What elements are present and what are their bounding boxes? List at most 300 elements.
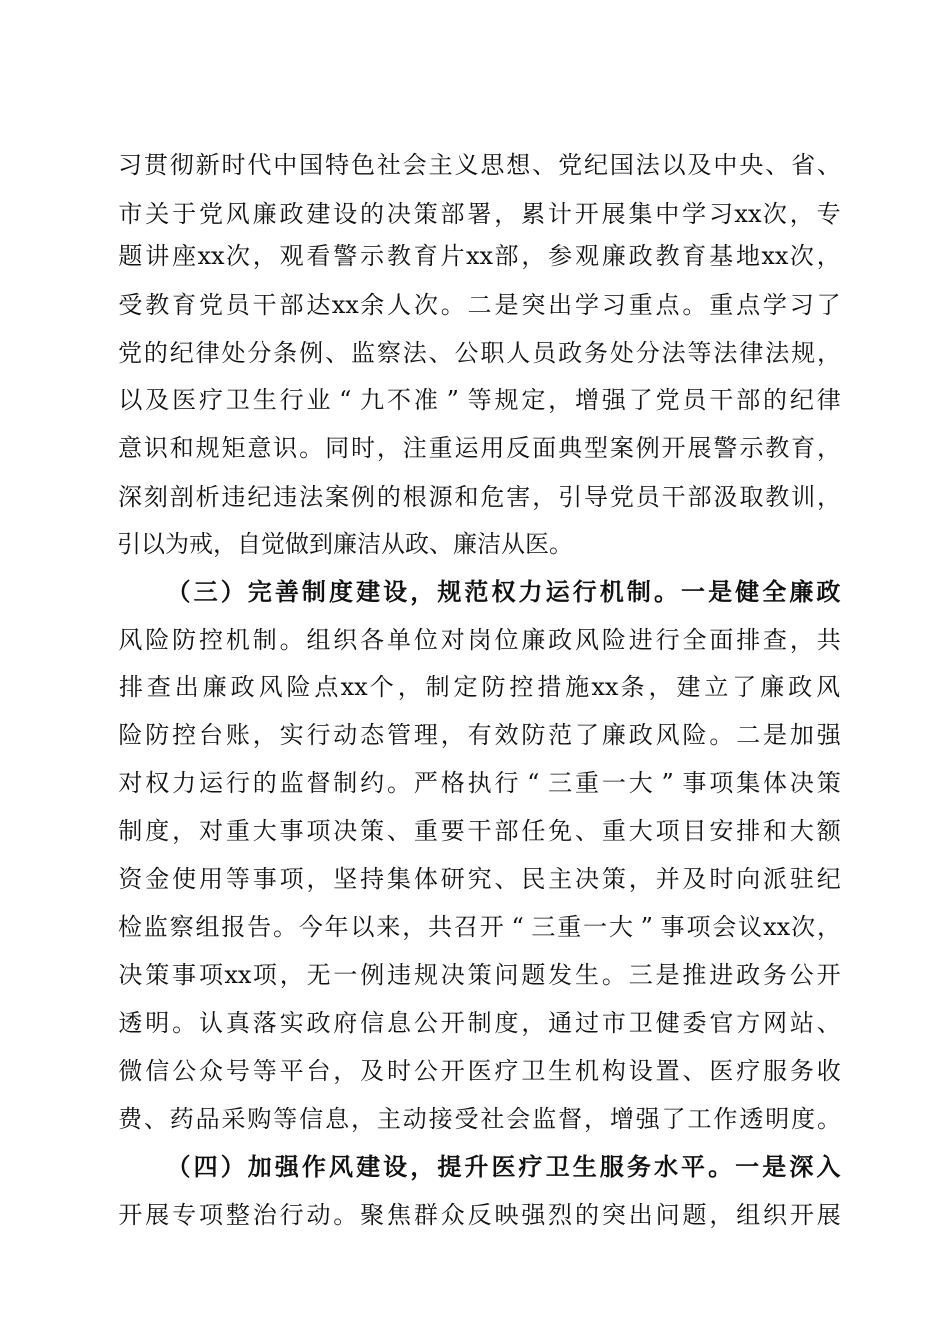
glyph: 全 <box>682 626 707 654</box>
glyph: 突 <box>601 1201 626 1229</box>
glyph: 务 <box>583 339 608 367</box>
glyph: 育 <box>413 242 438 270</box>
glyph: 规 <box>494 386 519 414</box>
glyph: 示 <box>360 242 385 270</box>
glyph: 。 <box>708 1152 733 1181</box>
text-line <box>117 333 842 373</box>
text-line <box>117 667 842 707</box>
glyph: 党 <box>117 339 142 367</box>
glyph: 取 <box>739 483 764 511</box>
glyph: 纪 <box>583 151 608 179</box>
glyph: 育 <box>682 242 707 270</box>
glyph: 法 <box>713 339 738 367</box>
glyph: 干 <box>709 386 734 414</box>
text-line <box>117 859 842 899</box>
glyph: 府 <box>333 1009 358 1037</box>
glyph: 型 <box>583 434 608 462</box>
glyph: 官 <box>709 1009 734 1037</box>
text-line <box>117 811 842 851</box>
glyph: 项 <box>686 913 711 941</box>
text-line <box>117 907 842 947</box>
glyph: 律 <box>816 386 841 414</box>
glyph: 派 <box>763 865 788 893</box>
glyph: 是 <box>708 577 733 606</box>
glyph: 根 <box>402 483 427 511</box>
glyph: 进 <box>628 626 653 654</box>
glyph: 重 <box>601 817 626 845</box>
glyph: 及 <box>145 386 170 414</box>
glyph: ， <box>410 1152 435 1181</box>
glyph: 。 <box>172 1009 197 1037</box>
glyph: 次 <box>413 291 438 319</box>
glyph: 服 <box>763 1057 788 1085</box>
glyph: 纪 <box>247 483 272 511</box>
glyph: 建 <box>356 1152 381 1181</box>
glyph: 策 <box>601 865 626 893</box>
glyph: 严 <box>413 769 438 797</box>
glyph: 行 <box>494 769 519 797</box>
glyph: 员 <box>532 339 557 367</box>
glyph: 了 <box>732 673 757 701</box>
glyph: 息 <box>325 1105 350 1133</box>
glyph: 违 <box>221 483 246 511</box>
glyph: 。 <box>682 291 707 319</box>
glyph: ， <box>306 865 331 893</box>
glyph: 微 <box>118 1057 143 1085</box>
glyph: 部 <box>279 291 304 319</box>
glyph: 九 <box>360 386 385 414</box>
glyph: 央 <box>739 151 764 179</box>
glyph: 党 <box>655 386 680 414</box>
text-line <box>117 1051 842 1091</box>
glyph: xx <box>591 673 619 701</box>
text-line <box>117 428 842 468</box>
glyph: 信 <box>299 1105 324 1133</box>
glyph: 廉 <box>789 577 814 606</box>
glyph: 主 <box>428 151 453 179</box>
glyph: xx <box>331 291 359 319</box>
glyph: 共 <box>428 913 453 941</box>
glyph: 策 <box>145 961 170 989</box>
glyph: 监 <box>143 913 168 941</box>
glyph: 专 <box>172 1201 197 1229</box>
glyph: 项 <box>709 769 734 797</box>
glyph: 药 <box>169 1105 194 1133</box>
glyph: 题 <box>682 1201 707 1229</box>
glyph: 教 <box>765 483 790 511</box>
glyph: 同 <box>325 434 350 462</box>
glyph: 策 <box>467 961 492 989</box>
glyph: 和 <box>763 817 788 845</box>
glyph: 立 <box>704 673 729 701</box>
glyph: “ <box>339 386 352 414</box>
glyph: 教 <box>655 242 680 270</box>
glyph: 大 <box>252 817 277 845</box>
glyph: 事 <box>172 961 197 989</box>
glyph: 导 <box>583 483 608 511</box>
glyph: 控 <box>509 673 534 701</box>
glyph: 额 <box>816 817 841 845</box>
glyph: 政 <box>628 242 653 270</box>
glyph: 点 <box>314 673 339 701</box>
glyph: 、 <box>816 151 841 179</box>
glyph: 意 <box>247 434 272 462</box>
glyph: 策 <box>360 817 385 845</box>
glyph: 廉 <box>601 721 626 749</box>
glyph: 注 <box>402 434 427 462</box>
glyph: 风 <box>575 626 600 654</box>
glyph: 决 <box>333 817 358 845</box>
glyph: 项 <box>655 817 680 845</box>
glyph: 年 <box>324 913 349 941</box>
glyph: 廉 <box>252 200 277 228</box>
glyph: 风 <box>655 721 680 749</box>
glyph: 习 <box>117 151 142 179</box>
glyph: 。 <box>653 577 678 606</box>
glyph: 展 <box>687 434 712 462</box>
glyph: xx <box>466 242 494 270</box>
glyph: 认 <box>199 1009 223 1037</box>
glyph: 受 <box>454 1105 479 1133</box>
glyph: 风 <box>816 673 841 701</box>
glyph: 控 <box>199 626 223 654</box>
glyph: 部 <box>494 242 519 270</box>
glyph: 反 <box>467 1201 492 1229</box>
glyph: 讲 <box>145 242 170 270</box>
glyph: ， <box>333 1057 358 1085</box>
glyph: 规 <box>791 339 816 367</box>
glyph: 政 <box>230 673 255 701</box>
glyph: 台 <box>199 721 223 749</box>
glyph: 用 <box>199 865 223 893</box>
glyph: 反 <box>506 434 531 462</box>
glyph: 员 <box>225 291 250 319</box>
glyph: 映 <box>494 1201 519 1229</box>
glyph: 工 <box>687 1105 712 1133</box>
glyph: 了 <box>816 291 841 319</box>
glyph: xx <box>761 242 789 270</box>
glyph: 的 <box>252 769 277 797</box>
glyph: 纪 <box>789 386 814 414</box>
glyph: 决 <box>386 200 411 228</box>
glyph: 组 <box>306 626 331 654</box>
glyph: 出 <box>628 1201 653 1229</box>
glyph: 时 <box>221 151 246 179</box>
glyph: 集 <box>736 769 761 797</box>
glyph: 、 <box>387 817 412 845</box>
glyph: 问 <box>494 961 519 989</box>
text-line <box>117 194 842 234</box>
glyph: ， <box>521 1009 546 1037</box>
glyph: 析 <box>195 483 220 511</box>
glyph: 通 <box>548 1009 573 1037</box>
glyph: 风 <box>258 673 283 701</box>
glyph: 法 <box>635 151 660 179</box>
glyph: 度 <box>791 1105 816 1133</box>
glyph: ， <box>789 626 814 654</box>
glyph: 约 <box>360 769 385 797</box>
glyph: 是 <box>494 291 519 319</box>
glyph: 设 <box>383 1152 408 1181</box>
glyph: 运 <box>545 577 570 606</box>
glyph: 习 <box>789 291 814 319</box>
glyph: “ <box>527 769 540 797</box>
glyph: 意 <box>117 434 142 462</box>
glyph: 制 <box>118 817 143 845</box>
glyph: 组 <box>195 913 220 941</box>
glyph: 纪 <box>816 865 841 893</box>
glyph: 实 <box>279 721 304 749</box>
glyph: 召 <box>453 913 478 941</box>
glyph: 度 <box>494 1009 519 1037</box>
glyph: 廉 <box>601 242 626 270</box>
glyph: 持 <box>360 865 385 893</box>
glyph: 建 <box>356 577 381 606</box>
glyph: 教 <box>386 242 411 270</box>
glyph: 廉 <box>202 673 227 701</box>
glyph: 决 <box>575 865 600 893</box>
glyph: 共 <box>816 626 841 654</box>
text-line <box>117 145 842 185</box>
glyph: 规 <box>413 961 438 989</box>
glyph: 疗 <box>199 386 223 414</box>
glyph: 党 <box>198 291 223 319</box>
glyph: 告 <box>247 913 272 941</box>
glyph: 规 <box>437 577 462 606</box>
glyph: 务 <box>789 1057 814 1085</box>
glyph: 了 <box>661 1105 686 1133</box>
glyph: 重 <box>428 434 453 462</box>
glyph: 制 <box>252 626 277 654</box>
glyph: ， <box>494 200 519 228</box>
glyph: 位 <box>413 626 438 654</box>
glyph: 行 <box>655 626 680 654</box>
glyph: 主 <box>548 865 573 893</box>
glyph: 动 <box>402 1105 427 1133</box>
glyph: 对 <box>118 769 143 797</box>
glyph: 范 <box>548 721 573 749</box>
glyph: 今 <box>298 913 323 941</box>
glyph: 免 <box>548 817 573 845</box>
glyph: 度 <box>329 577 353 606</box>
glyph: ， <box>789 200 814 228</box>
glyph: ” <box>640 913 653 941</box>
glyph: ， <box>628 865 653 893</box>
glyph: 项 <box>306 817 331 845</box>
glyph: 公 <box>789 961 814 989</box>
glyph: 强 <box>521 1201 546 1229</box>
glyph: 防 <box>145 721 170 749</box>
glyph: 重 <box>413 817 438 845</box>
glyph: 险 <box>286 673 311 701</box>
glyph: 次 <box>225 242 250 270</box>
glyph: 例 <box>299 339 324 367</box>
glyph: 刻 <box>143 483 168 511</box>
glyph: 及 <box>682 865 707 893</box>
glyph: 余 <box>360 291 385 319</box>
glyph: 法 <box>661 339 686 367</box>
text-line <box>117 1099 842 1139</box>
glyph: 查 <box>146 673 171 701</box>
glyph: 医 <box>172 386 197 414</box>
glyph: 重 <box>557 913 582 941</box>
text-line <box>117 715 842 755</box>
glyph: 矩 <box>221 434 246 462</box>
glyph: 育 <box>791 434 816 462</box>
glyph: 制 <box>301 577 326 606</box>
glyph: 并 <box>655 865 680 893</box>
glyph: 出 <box>548 291 573 319</box>
glyph: 省 <box>791 151 816 179</box>
glyph: 一 <box>333 961 358 989</box>
glyph: 来 <box>376 913 401 941</box>
glyph: 开 <box>574 200 599 228</box>
glyph: 构 <box>601 1057 626 1085</box>
glyph: 要 <box>440 817 465 845</box>
glyph: 政 <box>736 961 761 989</box>
glyph: 卫 <box>521 1057 546 1085</box>
glyph: 案 <box>325 483 350 511</box>
glyph: ， <box>440 721 465 749</box>
glyph: 推 <box>682 961 707 989</box>
glyph: 党 <box>609 483 634 511</box>
glyph: 报 <box>221 913 246 941</box>
glyph: 行 <box>572 577 597 606</box>
glyph: 国 <box>299 151 324 179</box>
glyph: 观 <box>279 242 304 270</box>
glyph: ， <box>376 434 401 462</box>
glyph: 置 <box>655 1057 680 1085</box>
glyph: 色 <box>350 151 375 179</box>
glyph: 决 <box>440 961 465 989</box>
glyph: 岗 <box>467 626 492 654</box>
glyph: 计 <box>547 200 572 228</box>
glyph: 二 <box>467 291 492 319</box>
glyph: 织 <box>333 626 358 654</box>
glyph: 疗 <box>736 1057 761 1085</box>
glyph: 时 <box>387 1057 412 1085</box>
glyph: 效 <box>494 721 519 749</box>
glyph: 卫 <box>628 1009 653 1037</box>
glyph: 态 <box>360 721 385 749</box>
glyph: 危 <box>480 483 505 511</box>
glyph: ” <box>446 386 459 414</box>
glyph: 等 <box>225 865 250 893</box>
glyph: 政 <box>306 1009 331 1037</box>
glyph: 风 <box>329 1152 353 1181</box>
glyph: 展 <box>601 200 626 228</box>
glyph: 分 <box>247 339 272 367</box>
glyph: 明 <box>145 1009 170 1037</box>
glyph: xx <box>197 242 225 270</box>
glyph: 是 <box>655 961 680 989</box>
glyph: 建 <box>676 673 701 701</box>
glyph: 查 <box>763 626 788 654</box>
glyph: 督 <box>558 1105 583 1133</box>
glyph: 律 <box>739 339 764 367</box>
glyph: 、 <box>682 1057 707 1085</box>
glyph: 健 <box>655 1009 680 1037</box>
glyph: 、 <box>143 1105 168 1133</box>
glyph: 时 <box>350 434 375 462</box>
glyph: 无 <box>306 961 331 989</box>
glyph: 法 <box>402 339 427 367</box>
glyph: 运 <box>454 434 479 462</box>
glyph: 及 <box>687 151 712 179</box>
glyph: 收 <box>816 1057 841 1085</box>
glyph: 律 <box>195 339 220 367</box>
glyph: 违 <box>387 961 412 989</box>
glyph: 公 <box>413 1057 438 1085</box>
glyph: 的 <box>360 200 385 228</box>
glyph: 信 <box>145 1057 170 1085</box>
glyph: 汲 <box>713 483 738 511</box>
glyph: ， <box>816 242 841 270</box>
glyph: 例 <box>350 483 375 511</box>
glyph: 透 <box>739 1105 764 1133</box>
glyph: 大 <box>628 769 653 797</box>
glyph: 次 <box>762 200 787 228</box>
glyph: 职 <box>480 339 505 367</box>
glyph: 权 <box>145 769 170 797</box>
glyph: 力 <box>172 769 197 797</box>
glyph: 定 <box>453 673 478 701</box>
glyph: 方 <box>736 1009 761 1037</box>
glyph: 市 <box>601 1009 626 1037</box>
glyph: 公 <box>413 1009 438 1037</box>
glyph: 思 <box>480 151 505 179</box>
glyph: 教 <box>765 434 790 462</box>
glyph: 督 <box>306 769 331 797</box>
glyph: 政 <box>548 626 573 654</box>
glyph: 定 <box>521 386 546 414</box>
glyph: 水 <box>653 1152 678 1181</box>
glyph: 格 <box>440 769 465 797</box>
glyph: 决 <box>118 961 143 989</box>
glyph: 例 <box>360 961 385 989</box>
glyph: 面 <box>709 626 734 654</box>
glyph: 违 <box>273 483 298 511</box>
glyph: 以 <box>118 386 143 414</box>
glyph: 组 <box>736 1201 761 1229</box>
glyph: 品 <box>195 1105 220 1133</box>
glyph: ， <box>816 339 841 367</box>
glyph: 关 <box>145 200 170 228</box>
glyph: 建 <box>306 200 331 228</box>
glyph: 识 <box>273 434 298 462</box>
glyph: 度 <box>145 817 170 845</box>
glyph: 中 <box>713 151 738 179</box>
glyph: 剖 <box>169 483 194 511</box>
glyph: 了 <box>628 386 653 414</box>
glyph: 健 <box>735 577 760 606</box>
glyph: 例 <box>635 434 660 462</box>
glyph: 事 <box>660 913 685 941</box>
glyph: 全 <box>762 577 787 606</box>
glyph: 烈 <box>548 1201 573 1229</box>
glyph: 深 <box>789 1152 814 1181</box>
glyph: 防 <box>521 721 546 749</box>
glyph: 善 <box>274 577 299 606</box>
glyph: 识 <box>143 434 168 462</box>
glyph: ， <box>279 961 304 989</box>
glyph: 。 <box>601 961 626 989</box>
glyph: 加 <box>247 1152 272 1181</box>
glyph: 公 <box>454 339 479 367</box>
glyph: ， <box>583 1105 608 1133</box>
glyph: 国 <box>609 151 634 179</box>
glyph: 了 <box>575 721 600 749</box>
